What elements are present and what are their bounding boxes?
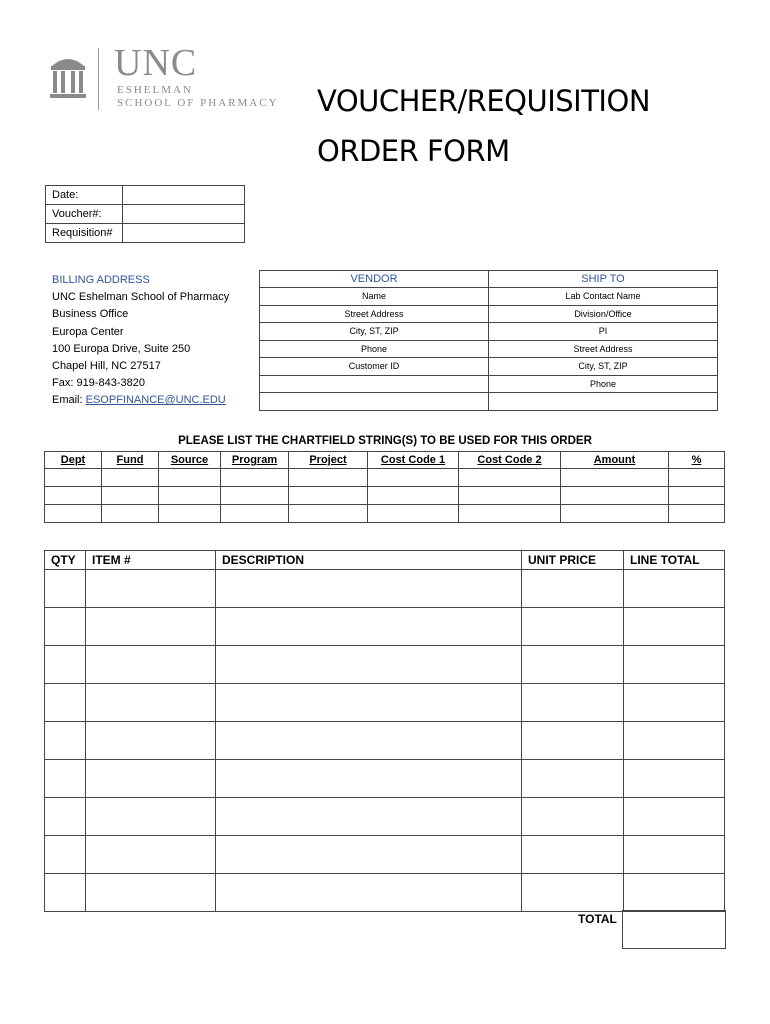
logo-divider [98, 48, 99, 110]
cell[interactable] [624, 798, 725, 836]
cell[interactable] [669, 469, 725, 487]
cell[interactable] [624, 760, 725, 798]
cell[interactable] [45, 570, 86, 608]
cell[interactable] [45, 684, 86, 722]
cell[interactable] [561, 487, 669, 505]
item-row [45, 874, 725, 912]
voucher-field[interactable] [123, 205, 245, 224]
shipto-cell[interactable]: Phone [489, 375, 718, 393]
voucher-label: Voucher#: [46, 205, 123, 224]
cell[interactable] [624, 570, 725, 608]
unc-old-well-logo-icon [48, 52, 88, 100]
cell[interactable] [522, 836, 624, 874]
cell[interactable] [45, 760, 86, 798]
cell[interactable] [45, 469, 102, 487]
vendor-cell[interactable] [260, 393, 489, 411]
requisition-label: Requisition# [46, 224, 123, 243]
cell[interactable] [624, 684, 725, 722]
meta-fields-table [45, 185, 245, 243]
date-field[interactable] [123, 186, 245, 205]
cell[interactable] [86, 836, 216, 874]
cell[interactable] [561, 469, 669, 487]
vendor-cell[interactable]: Name [260, 288, 489, 306]
cell[interactable] [102, 469, 159, 487]
shipto-cell[interactable] [489, 393, 718, 411]
cell[interactable] [522, 760, 624, 798]
vendor-cell[interactable]: Phone [260, 340, 489, 358]
cell[interactable] [102, 505, 159, 523]
col-program: Program [221, 452, 289, 469]
cell[interactable] [368, 487, 459, 505]
logo-school-line2: SCHOOL OF PHARMACY [117, 97, 279, 109]
shipto-cell[interactable]: Division/Office [489, 305, 718, 323]
vendor-cell[interactable] [260, 375, 489, 393]
cell[interactable] [522, 608, 624, 646]
cell[interactable] [45, 487, 102, 505]
cell[interactable] [522, 722, 624, 760]
cell[interactable] [45, 608, 86, 646]
email-label: Email: [52, 394, 86, 407]
billing-line: UNC Eshelman School of Pharmacy [52, 291, 230, 304]
cell[interactable] [522, 684, 624, 722]
items-table [44, 550, 725, 912]
cell[interactable] [45, 722, 86, 760]
chartfield-title: PLEASE LIST THE CHARTFIELD STRING(S) TO BE USED FOR THIS ORDER [178, 435, 592, 447]
item-row [45, 570, 725, 608]
cell[interactable] [221, 487, 289, 505]
cell[interactable] [459, 487, 561, 505]
cell[interactable] [624, 874, 725, 912]
vendor-shipto-table [259, 270, 718, 411]
cell[interactable] [159, 469, 221, 487]
cell[interactable] [216, 646, 522, 684]
cell[interactable] [216, 798, 522, 836]
cell[interactable] [522, 646, 624, 684]
shipto-header: SHIP TO [489, 271, 718, 288]
billing-line: Chapel Hill, NC 27517 [52, 360, 161, 373]
cell[interactable] [221, 505, 289, 523]
cell[interactable] [561, 505, 669, 523]
cell[interactable] [522, 874, 624, 912]
shipto-cell[interactable]: PI [489, 323, 718, 341]
cell[interactable] [159, 487, 221, 505]
cell[interactable] [45, 798, 86, 836]
col-fund: Fund [102, 452, 159, 469]
cell[interactable] [624, 722, 725, 760]
billing-line: Business Office [52, 308, 129, 321]
vendor-cell[interactable]: Customer ID [260, 358, 489, 376]
cell[interactable] [216, 836, 522, 874]
cell[interactable] [45, 646, 86, 684]
cell[interactable] [216, 760, 522, 798]
logo-wordmark: UNC [114, 42, 198, 84]
cell[interactable] [216, 684, 522, 722]
cell[interactable] [45, 505, 102, 523]
total-label: TOTAL [578, 912, 617, 926]
vendor-cell[interactable]: City, ST, ZIP [260, 323, 489, 341]
col-line-total: LINE TOTAL [624, 551, 725, 570]
col-unit-price: UNIT PRICE [522, 551, 624, 570]
date-row [46, 186, 245, 205]
vendor-cell[interactable]: Street Address [260, 305, 489, 323]
cell[interactable] [216, 570, 522, 608]
cell[interactable] [86, 798, 216, 836]
email-link[interactable]: ESOPFINANCE@UNC.EDU [85, 394, 226, 407]
cell[interactable] [45, 836, 86, 874]
item-row [45, 684, 725, 722]
cell[interactable] [522, 798, 624, 836]
cell[interactable] [459, 469, 561, 487]
voucher-row [46, 205, 245, 224]
cell[interactable] [669, 487, 725, 505]
chartfield-row [45, 505, 725, 523]
cell[interactable] [86, 570, 216, 608]
cell[interactable] [368, 469, 459, 487]
date-label: Date: [46, 186, 123, 205]
col-qty: QTY [45, 551, 86, 570]
item-row [45, 646, 725, 684]
cell[interactable] [459, 505, 561, 523]
col-amount: Amount [561, 452, 669, 469]
cell[interactable] [216, 608, 522, 646]
cell[interactable] [86, 874, 216, 912]
cell[interactable] [624, 646, 725, 684]
cell[interactable] [86, 646, 216, 684]
cell[interactable] [216, 874, 522, 912]
cell[interactable] [86, 684, 216, 722]
col-percent: % [669, 452, 725, 469]
item-row [45, 608, 725, 646]
cell[interactable] [289, 469, 368, 487]
billing-email-line [52, 392, 229, 409]
billing-line: 100 Europa Drive, Suite 250 [52, 342, 191, 355]
item-row [45, 798, 725, 836]
cell[interactable] [159, 505, 221, 523]
total-field[interactable] [622, 910, 726, 949]
chartfield-row [45, 487, 725, 505]
cell[interactable] [86, 760, 216, 798]
col-source: Source [159, 452, 221, 469]
vendor-header: VENDOR [260, 271, 489, 288]
cell[interactable] [669, 505, 725, 523]
shipto-cell[interactable]: Street Address [489, 340, 718, 358]
cell[interactable] [221, 469, 289, 487]
cell[interactable] [216, 722, 522, 760]
chartfield-row [45, 469, 725, 487]
cell[interactable] [522, 570, 624, 608]
shipto-cell[interactable]: City, ST, ZIP [489, 358, 718, 376]
col-cost-code-1: Cost Code 1 [368, 452, 459, 469]
item-row [45, 760, 725, 798]
cell[interactable] [86, 608, 216, 646]
cell[interactable] [624, 836, 725, 874]
cell[interactable] [289, 505, 368, 523]
billing-address [52, 272, 229, 410]
billing-line: Fax: 919-843-3820 [52, 377, 145, 390]
col-project: Project [289, 452, 368, 469]
billing-line: Europa Center [52, 325, 124, 338]
cell[interactable] [289, 487, 368, 505]
chartfield-table [44, 451, 725, 523]
item-row [45, 836, 725, 874]
item-row [45, 722, 725, 760]
col-description: DESCRIPTION [216, 551, 522, 570]
form-title-line1: VOUCHER/REQUISITION [317, 84, 651, 118]
col-item-number: ITEM # [86, 551, 216, 570]
cell[interactable] [624, 608, 725, 646]
col-cost-code-2: Cost Code 2 [459, 452, 561, 469]
cell[interactable] [368, 505, 459, 523]
requisition-field[interactable] [123, 224, 245, 243]
logo-school-line1: ESHELMAN [117, 84, 193, 96]
col-dept: Dept [45, 452, 102, 469]
billing-header: BILLING ADDRESS [52, 274, 150, 286]
cell[interactable] [86, 722, 216, 760]
cell[interactable] [102, 487, 159, 505]
requisition-row [46, 224, 245, 243]
shipto-cell[interactable]: Lab Contact Name [489, 288, 718, 306]
cell[interactable] [45, 874, 86, 912]
form-title-line2: ORDER FORM [317, 134, 510, 168]
